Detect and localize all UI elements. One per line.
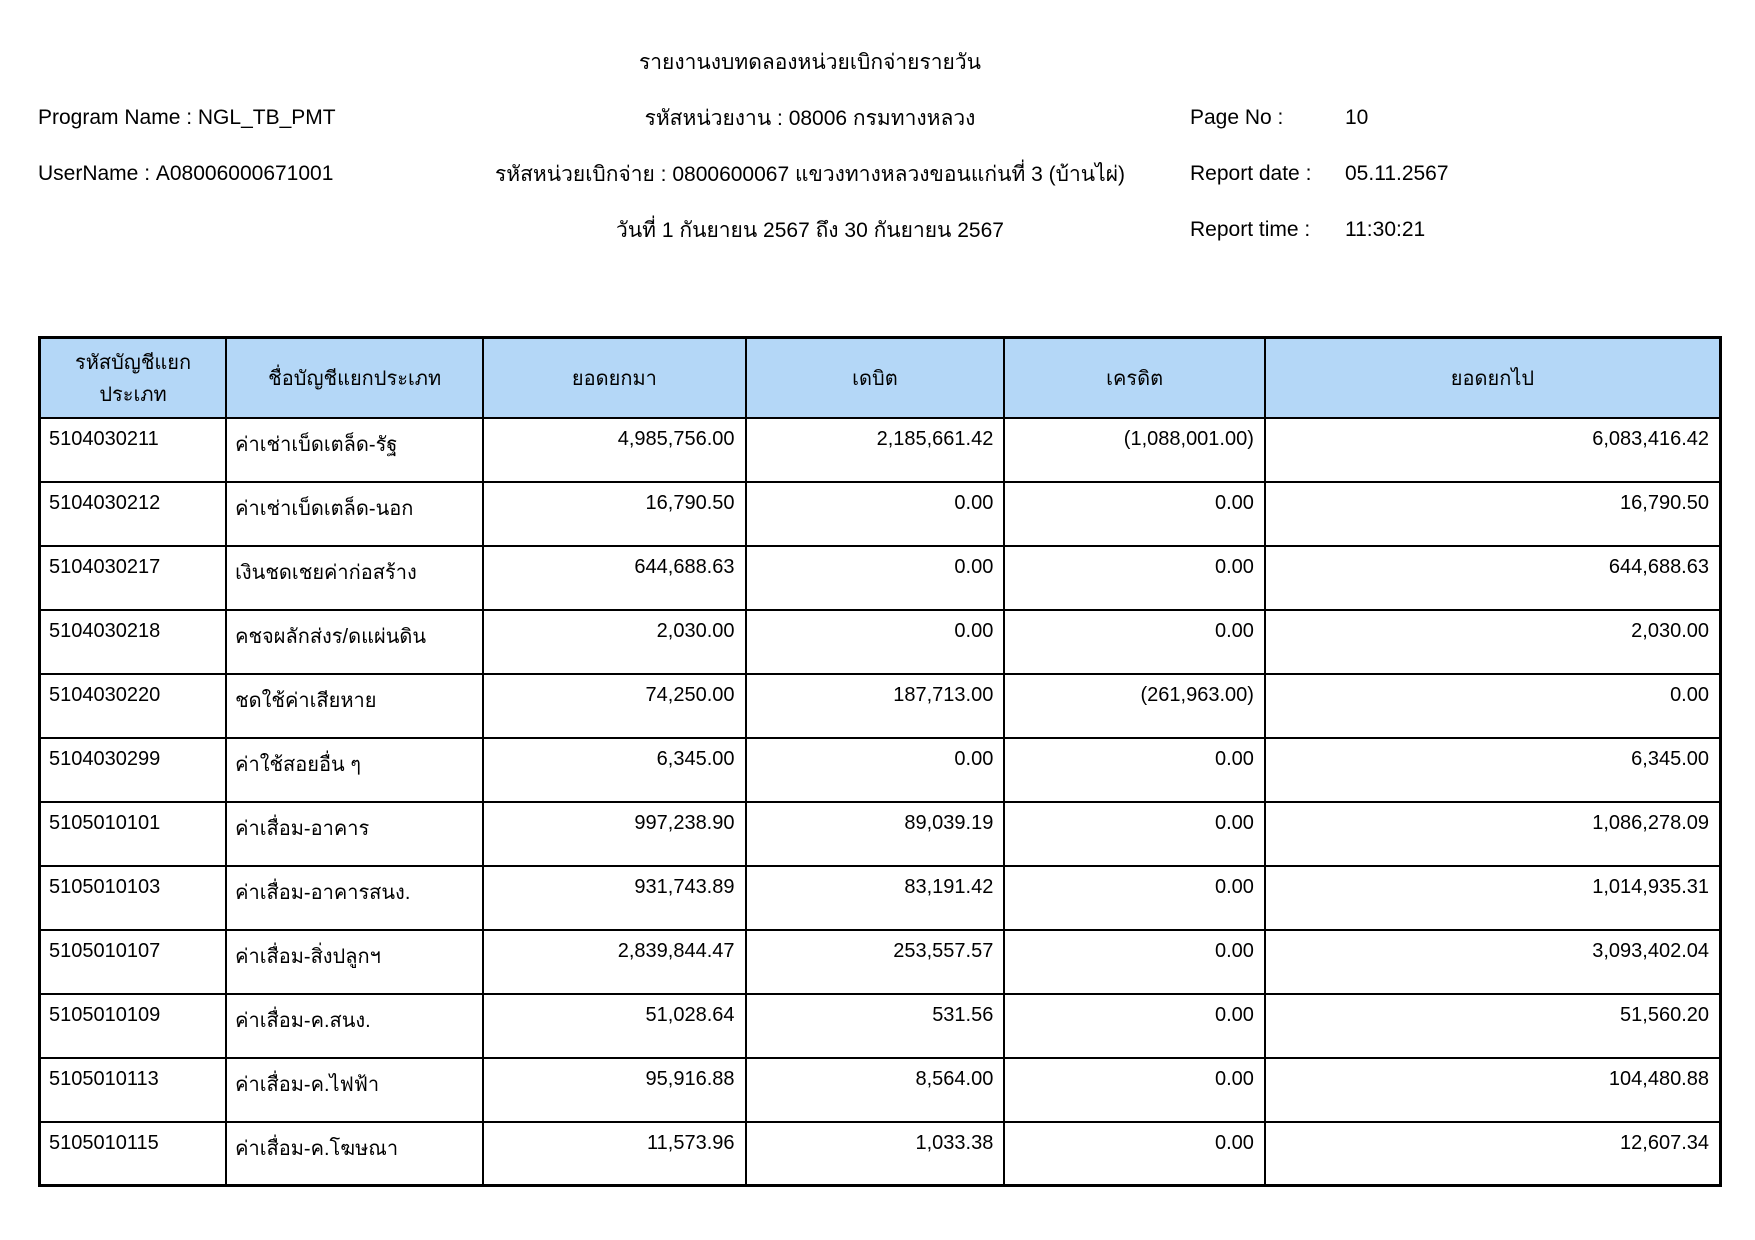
cell-account-name: ค่าเสื่อม-ค.สนง.: [226, 994, 483, 1058]
cell-closing-balance: 1,014,935.31: [1265, 866, 1721, 930]
cell-debit: 187,713.00: [746, 674, 1005, 738]
cell-closing-balance: 104,480.88: [1265, 1058, 1721, 1122]
cell-credit: 0.00: [1004, 930, 1265, 994]
cell-account-name: ชดใช้ค่าเสียหาย: [226, 674, 483, 738]
cell-account-code: 5105010107: [40, 930, 227, 994]
cell-closing-balance: 6,345.00: [1265, 738, 1721, 802]
cell-credit: 0.00: [1004, 738, 1265, 802]
trial-balance-table: [38, 336, 1722, 1187]
cell-account-name: ค่าเสื่อม-ค.โฆษณา: [226, 1122, 483, 1186]
header-row: [40, 338, 1721, 418]
cell-account-name: ค่าเช่าเบ็ดเตล็ด-นอก: [226, 482, 483, 546]
report-date-line: [1182, 146, 1722, 202]
program-name-line: [38, 90, 438, 146]
table-row: [40, 674, 1721, 738]
cell-closing-balance: 644,688.63: [1265, 546, 1721, 610]
table-head: [40, 338, 1721, 418]
cell-closing-balance: 3,093,402.04: [1265, 930, 1721, 994]
table-row: [40, 546, 1721, 610]
cell-opening-balance: 11,573.96: [483, 1122, 745, 1186]
table-row: [40, 610, 1721, 674]
column-header-2: ยอดยกมา: [483, 338, 745, 418]
report-date-value: 05.11.2567: [1345, 162, 1449, 185]
cell-closing-balance: 6,083,416.42: [1265, 418, 1721, 482]
cell-closing-balance: 1,086,278.09: [1265, 802, 1721, 866]
table-row: [40, 866, 1721, 930]
cell-opening-balance: 6,345.00: [483, 738, 745, 802]
agency-line: รหัสหน่วยงาน : 08006 กรมทางหลวง: [644, 106, 976, 130]
cell-opening-balance: 2,030.00: [483, 610, 745, 674]
cell-opening-balance: 644,688.63: [483, 546, 745, 610]
trial-balance-table-wrap: [38, 336, 1722, 1187]
cell-debit: 1,033.38: [746, 1122, 1005, 1186]
cell-closing-balance: 2,030.00: [1265, 610, 1721, 674]
cell-account-name: ค่าเสื่อม-สิ่งปลูกฯ: [226, 930, 483, 994]
cell-debit: 83,191.42: [746, 866, 1005, 930]
cell-debit: 253,557.57: [746, 930, 1005, 994]
report-time-label: Report time :: [1190, 218, 1311, 241]
cell-debit: 531.56: [746, 994, 1005, 1058]
report-time-line: [1182, 202, 1722, 258]
program-name-label: Program Name :: [38, 106, 193, 129]
cell-account-code: 5104030212: [40, 482, 227, 546]
cell-closing-balance: 12,607.34: [1265, 1122, 1721, 1186]
cell-account-name: ค่าใช้สอยอื่น ๆ: [226, 738, 483, 802]
cell-opening-balance: 2,839,844.47: [483, 930, 745, 994]
cell-credit: 0.00: [1004, 1122, 1265, 1186]
column-header-1: ชื่อบัญชีแยกประเภท: [226, 338, 483, 418]
cell-credit: 0.00: [1004, 994, 1265, 1058]
username-line: [38, 146, 438, 202]
cell-debit: 0.00: [746, 546, 1005, 610]
column-header-5: ยอดยกไป: [1265, 338, 1721, 418]
cell-opening-balance: 51,028.64: [483, 994, 745, 1058]
table-row: [40, 1058, 1721, 1122]
report-header: [0, 0, 1755, 258]
page-no-line: [1182, 90, 1722, 146]
cell-opening-balance: 931,743.89: [483, 866, 745, 930]
cell-credit: 0.00: [1004, 802, 1265, 866]
table-row: [40, 482, 1721, 546]
cell-credit: 0.00: [1004, 546, 1265, 610]
table-row: [40, 1122, 1721, 1186]
cell-credit: 0.00: [1004, 610, 1265, 674]
cell-debit: 89,039.19: [746, 802, 1005, 866]
username-label: UserName :: [38, 162, 151, 185]
cell-opening-balance: 95,916.88: [483, 1058, 745, 1122]
report-time-value: 11:30:21: [1345, 218, 1426, 241]
cell-closing-balance: 0.00: [1265, 674, 1721, 738]
page-title: รายงานงบทดลองหน่วยเบิกจ่ายรายวัน: [638, 50, 982, 74]
cell-debit: 0.00: [746, 482, 1005, 546]
cell-account-code: 5105010101: [40, 802, 227, 866]
table-body: [40, 418, 1721, 1186]
column-header-0: รหัสบัญชีแยกประเภท: [40, 338, 227, 418]
spacer: [38, 34, 438, 90]
cell-account-code: 5104030217: [40, 546, 227, 610]
cell-debit: 0.00: [746, 738, 1005, 802]
cell-account-name: ค่าเสื่อม-อาคาร: [226, 802, 483, 866]
cell-credit: (1,088,001.00): [1004, 418, 1265, 482]
spacer: [38, 202, 438, 258]
cell-account-code: 5105010103: [40, 866, 227, 930]
cell-account-name: ค่าเสื่อม-ค.ไฟฟ้า: [226, 1058, 483, 1122]
cell-account-code: 5105010109: [40, 994, 227, 1058]
cell-credit: 0.00: [1004, 866, 1265, 930]
cell-account-name: คชจผลักส่งร/ดแผ่นดิน: [226, 610, 483, 674]
cell-closing-balance: 16,790.50: [1265, 482, 1721, 546]
cell-debit: 2,185,661.42: [746, 418, 1005, 482]
cell-account-code: 5104030220: [40, 674, 227, 738]
cell-account-code: 5105010113: [40, 1058, 227, 1122]
table-row: [40, 930, 1721, 994]
table-row: [40, 738, 1721, 802]
report-date-label: Report date :: [1190, 162, 1312, 185]
cell-opening-balance: 997,238.90: [483, 802, 745, 866]
cell-credit: 0.00: [1004, 482, 1265, 546]
column-header-4: เครดิต: [1004, 338, 1265, 418]
cell-account-code: 5105010115: [40, 1122, 227, 1186]
cell-account-code: 5104030218: [40, 610, 227, 674]
program-name-value: NGL_TB_PMT: [197, 106, 336, 129]
cell-debit: 8,564.00: [746, 1058, 1005, 1122]
table-row: [40, 994, 1721, 1058]
date-range-line: วันที่ 1 กันยายน 2567 ถึง 30 กันยายน 2567: [616, 218, 1004, 242]
cell-account-code: 5104030299: [40, 738, 227, 802]
cell-account-name: ค่าเสื่อม-อาคารสนง.: [226, 866, 483, 930]
column-header-3: เดบิต: [746, 338, 1005, 418]
cell-closing-balance: 51,560.20: [1265, 994, 1721, 1058]
cell-debit: 0.00: [746, 610, 1005, 674]
cell-credit: 0.00: [1004, 1058, 1265, 1122]
cell-account-name: เงินชดเชยค่าก่อสร้าง: [226, 546, 483, 610]
cell-credit: (261,963.00): [1004, 674, 1265, 738]
page-no-label: Page No :: [1190, 106, 1284, 129]
spacer: [1182, 34, 1722, 90]
table-row: [40, 802, 1721, 866]
cell-account-code: 5104030211: [40, 418, 227, 482]
table-row: [40, 418, 1721, 482]
cell-account-name: ค่าเช่าเบ็ดเตล็ด-รัฐ: [226, 418, 483, 482]
cell-opening-balance: 4,985,756.00: [483, 418, 745, 482]
cell-opening-balance: 16,790.50: [483, 482, 745, 546]
cell-opening-balance: 74,250.00: [483, 674, 745, 738]
disbursement-line: รหัสหน่วยเบิกจ่าย : 0800600067 แขวงทางหลวงขอนแก่นที่ 3 (บ้านไผ่): [494, 162, 1126, 186]
username-value: A08006000671001: [155, 162, 334, 185]
page-no-value: 10: [1345, 106, 1369, 129]
